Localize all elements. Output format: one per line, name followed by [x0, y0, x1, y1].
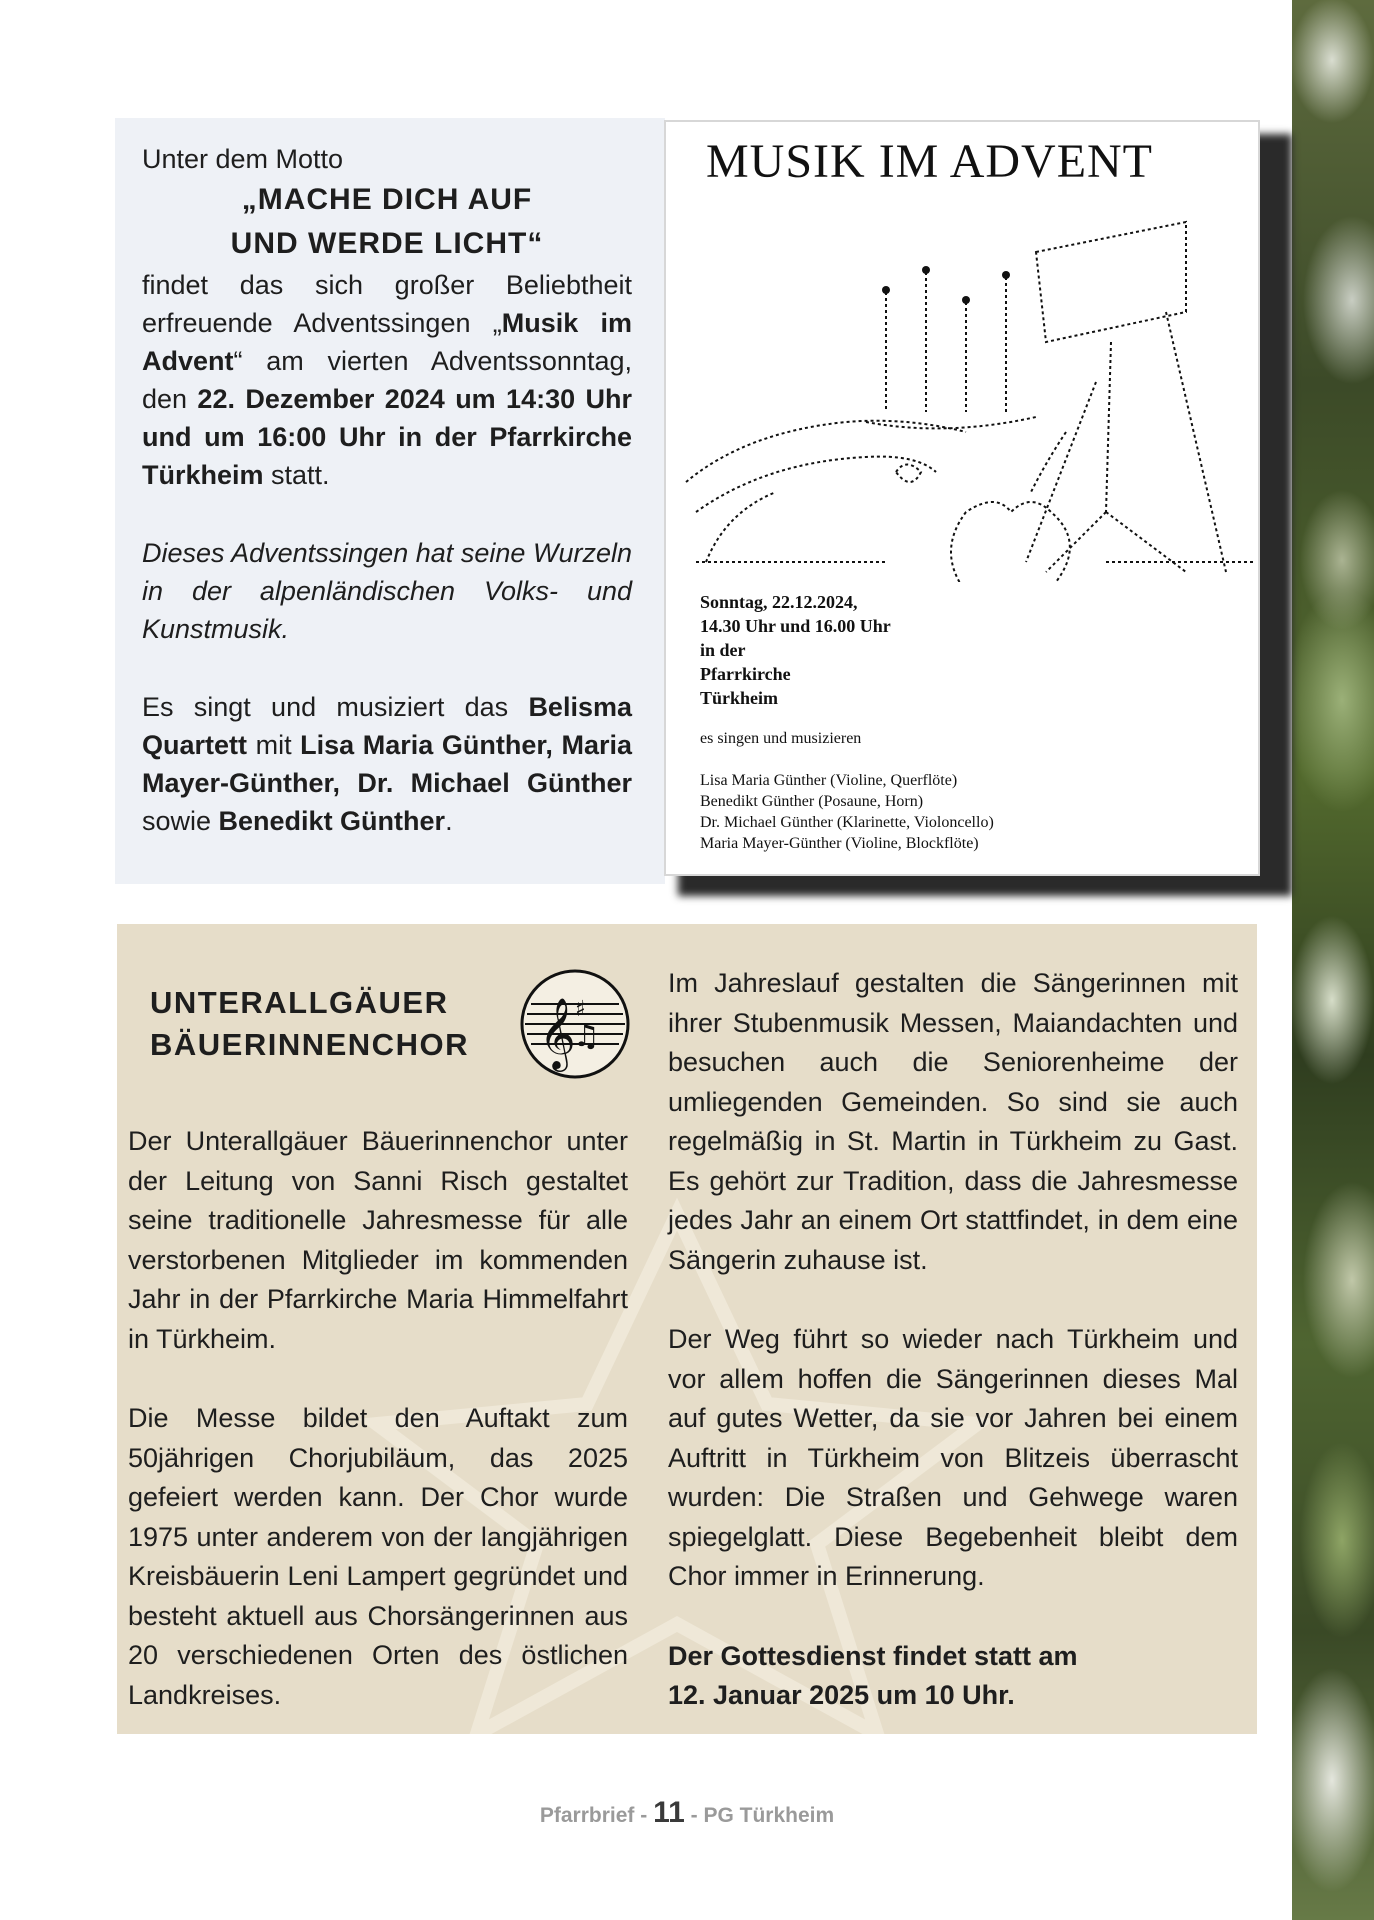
- motto-paragraph-1: findet das sich großer Beliebtheit erfreuende Adventssingen „Musik im Advent“ am vierten Adventssonntag, den 22. Dezember 2024 um 14:30 Uhr und um 16:00 Uhr in der Pfarrkirche Türkheim statt.: [142, 270, 632, 490]
- poster-title: MUSIK IM ADVENT: [706, 135, 1153, 188]
- choir-heading: UNTERALLGÄUER BÄUERINNENCHOR: [150, 985, 469, 1062]
- musician: Benedikt Günther (Posaune, Horn): [700, 793, 924, 810]
- motto-title-line2: UND WERDE LICHT“: [230, 227, 544, 260]
- music-note-icon: [517, 968, 633, 1080]
- poster-subline: es singen und musizieren: [700, 730, 862, 747]
- page-number: 11: [653, 1796, 685, 1829]
- motto-text: [142, 140, 632, 840]
- page-footer: [0, 1796, 1374, 1830]
- musik-im-advent-poster: [664, 120, 1260, 876]
- motto-paragraph-3: Es singt und musiziert das Belisma Quartett mit Lisa Maria Günther, Maria Mayer-Günther, Dr. Michael Günther sowie Benedikt Günther.: [142, 692, 632, 836]
- svg-text:♯: ♯: [575, 997, 586, 1022]
- footer-right: - PG Türkheim: [684, 1804, 835, 1827]
- musician: Dr. Michael Günther (Klarinette, Violoncello): [700, 814, 994, 831]
- choir-paragraph-1: Der Unterallgäuer Bäuerinnenchor unter der Leitung von Sanni Risch gestaltet seine traditionelle Jahresmesse für alle verstorbenen Mitglieder im kommenden Jahr in der Pfarrkirche Maria Himmelfahrt in Türkheim.: [128, 1126, 628, 1354]
- motto-paragraph-2: Dieses Adventssingen hat seine Wurzeln in der alpenländischen Volks- und Kunstmusik.: [142, 538, 632, 644]
- choir-paragraph-2: Die Messe bildet den Auftakt zum 50jährigen Chorjubiläum, das 2025 gefeiert werden kann. Der Chor wurde 1975 unter anderem von der langjährigen Kreisbäuerin Leni Lampert gegründet und besteht aktuell aus Chorsängerinnen aus 20 verschiedenen Orten des östlichen Landkreises.: [128, 1403, 628, 1710]
- motto-title-line1: „MACHE DICH AUF: [241, 183, 533, 216]
- musician: Lisa Maria Günther (Violine, Querflöte): [700, 772, 958, 789]
- side-photo-strip: [1292, 0, 1374, 1920]
- musician: Maria Mayer-Günther (Violine, Blockflöte): [700, 835, 979, 852]
- choir-paragraph-4: Der Weg führt so wieder nach Türkheim und vor allem hoffen die Sängerinnen dieses Mal auf gutes Wetter, da sie vor Jahren bei einem Auftritt in Türkheim von Blitzeis überrascht wurden: Die Straßen und Gehwege waren spiegelglatt. Diese Begebenheit bleibt dem Chor immer in Erinnerung.: [668, 1324, 1238, 1591]
- choir-service-date: Der Gottesdienst findet statt am 12. Januar 2025 um 10 Uhr.: [668, 1640, 1078, 1710]
- motto-intro: Unter dem Motto: [142, 144, 344, 174]
- footer-left: Pfarrbrief -: [539, 1804, 654, 1827]
- choir-paragraph-3: Im Jahreslauf gestalten die Sängerinnen mit ihrer Stubenmusik Messen, Maiandachten und besuchen auch die Seniorenheime der umliegenden Gemeinden. So sind sie auch regelmäßig in St. Martin in Türkheim zu Gast. Es gehört zur Tradition, dass die Jahresmesse jedes Jahr an einem Ort stattfindet, in dem eine Sängerin zuhause ist.: [668, 968, 1238, 1275]
- svg-text:♫: ♫: [573, 1019, 600, 1054]
- poster-illustration: [666, 182, 1258, 582]
- choir-right-column: [668, 964, 1238, 1716]
- choir-left-column: [128, 1122, 628, 1715]
- poster-musicians: [700, 770, 994, 854]
- poster-event-info: Sonntag, 22.12.2024, 14.30 Uhr und 16.00 Uhr in der Pfarrkirche Türkheim: [700, 592, 891, 708]
- svg-text:𝄞: 𝄞: [539, 996, 576, 1069]
